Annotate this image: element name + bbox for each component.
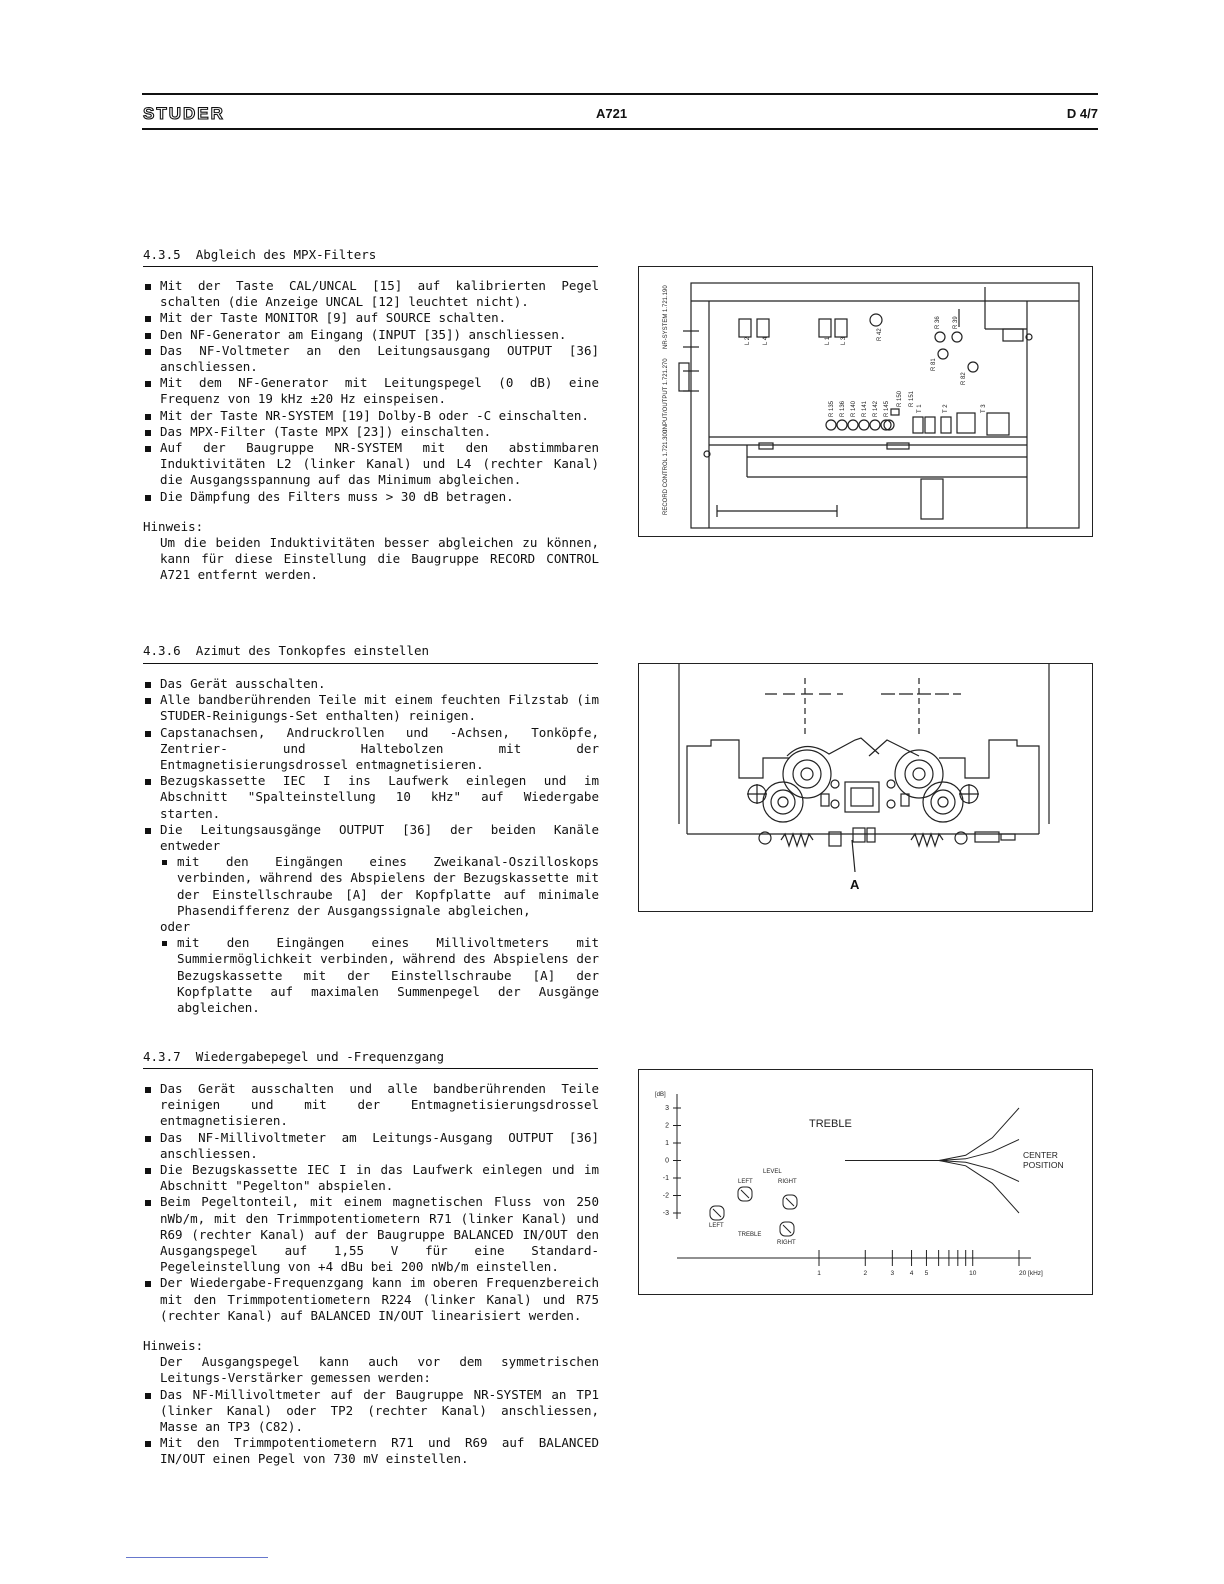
section-title-wiedergabe: 4.3.7 Wiedergabepegel und -Frequenzgang	[143, 1049, 445, 1064]
note-heading: Hinweis:	[143, 518, 204, 534]
series-line	[859, 1108, 1019, 1161]
label-testpoint: T 2	[943, 404, 949, 413]
bullet-list	[143, 278, 599, 505]
section-rule	[143, 1068, 598, 1069]
knob-icon-level-left-slot	[741, 1190, 749, 1198]
y-tick-label: 3	[665, 1105, 669, 1112]
sub-list-item: mit den Eingängen eines Zweikanal-Oszilloskops verbinden, während des Abspielens der Bezugskassette mit der Einstellschraube [A] der Kopfplatte auf minimale Phasendifferenz der Ausgangssignale abgleichen,	[160, 854, 599, 919]
mechanism-diagram	[639, 664, 1092, 911]
label-testpoint: T 1	[917, 404, 923, 413]
list-item: Alle bandberührenden Teile mit einem feuchten Filzstab (im STUDER-Reinigungs-Set enthalten) reinigen.	[143, 692, 599, 724]
figure-tape-mechanism	[638, 663, 1093, 912]
knob-label-right: RIGHT	[778, 1179, 797, 1185]
knob-label-level: LEVEL	[763, 1169, 782, 1175]
knob-label-left: LEFT	[738, 1179, 753, 1185]
label-resistor: R 150	[897, 390, 903, 407]
label-testpoint: T 3	[981, 404, 987, 413]
list-item: Mit den Trimmpotentiometern R71 und R69 auf BALANCED IN/OUT einen Pegel von 730 mV einstellen.	[143, 1435, 599, 1467]
label-inductor: L 4	[763, 336, 769, 345]
x-tick-label: 10	[969, 1270, 977, 1277]
list-item: Das Gerät ausschalten und alle bandberührenden Teile reinigen und mit der Entmagnetisierungsdrossel entmagnetisieren.	[143, 1081, 599, 1130]
chart-annotation-title: TREBLE	[809, 1118, 852, 1130]
list-item: Das NF-Voltmeter an den Leitungsausgang OUTPUT [36] anschliessen.	[143, 343, 599, 375]
note-text: Der Ausgangspegel kann auch vor dem symmetrischen Leitungs-Verstärker gemessen werden:	[160, 1354, 599, 1386]
label-resistor: R 82	[961, 372, 967, 385]
x-tick-label: 4	[909, 1270, 914, 1277]
list-item: Beim Pegeltonteil, mit einem magnetischen Fluss von 250 nWb/m, mit den Trimmpotentiometern R71 (linker Kanal) und R69 (rechter Kanal) auf der Baugruppe BALANCED IN/OUT den Ausgangspegel auf 1,55 V für eine Standard-Pegeleinstellung von +4 dBu bei 200 nWb/m einstellen.	[143, 1194, 599, 1275]
note-heading: Hinweis:	[143, 1338, 204, 1354]
list-item: Mit der Taste CAL/UNCAL [15] auf kalibrierten Pegel schalten (die Anzeige UNCAL [12] leuchtet nicht).	[143, 278, 599, 310]
footer-link-line	[126, 1557, 268, 1558]
list-item: Das MPX-Filter (Taste MPX [23]) einschalten.	[143, 424, 599, 440]
section-title-mpx: 4.3.5 Abgleich des MPX-Filters	[143, 247, 377, 262]
list-item	[143, 822, 599, 1016]
bullet-list	[143, 676, 599, 1016]
brand-logo: STUDER	[143, 104, 225, 123]
chart-annotation-position: POSITION	[1023, 1160, 1064, 1170]
list-item: Mit der Taste NR-SYSTEM [19] Dolby-B oder -C einschalten.	[143, 408, 599, 424]
label-record-control: RECORD CONTROL 1.721.300	[663, 429, 669, 515]
list-item: Die Dämpfung des Filters muss > 30 dB betragen.	[143, 489, 599, 505]
list-item-text: Die Leitungsausgänge OUTPUT [36] der beiden Kanäle entweder	[160, 821, 599, 854]
label-resistor: R 136	[840, 400, 846, 417]
x-tick-label: 2	[863, 1270, 868, 1277]
board-diagram	[639, 267, 1092, 536]
label-inductor: L 1	[825, 336, 831, 345]
list-item: Das Gerät ausschalten.	[143, 676, 599, 692]
label-resistor: R 151	[909, 390, 915, 407]
label-resistor: R 145	[884, 400, 890, 417]
x-tick-label: 1	[817, 1270, 821, 1277]
treble-chart	[639, 1070, 1092, 1294]
x-tick-label: 20 [kHz]	[1019, 1270, 1043, 1277]
section-body-mpx	[143, 278, 599, 584]
list-item: Mit der Taste MONITOR [9] auf SOURCE schalten.	[143, 310, 599, 326]
knob-label-treble: TREBLE	[738, 1232, 762, 1238]
sub-list-item: mit den Eingängen eines Millivoltmeters mit Summiermöglichkeit verbinden, während des Abspielens der Bezugskassette mit der Einstellschraube [A] der Kopfplatte auf maximalen Summenpegel der Ausgänge abgleichen.	[160, 935, 599, 1016]
adjust-screw-label: A	[850, 877, 860, 892]
section-body-azimut	[143, 676, 599, 1016]
label-resistor: R 39	[953, 316, 959, 329]
knob-label-left2: LEFT	[709, 1223, 724, 1229]
list-item: Das NF-Millivoltmeter am Leitungs-Ausgang OUTPUT [36] anschliessen.	[143, 1130, 599, 1162]
y-tick-label: 0	[665, 1157, 669, 1165]
label-resistor: R 140	[851, 400, 857, 417]
series-line	[859, 1161, 1019, 1214]
label-resistor: R 142	[873, 400, 879, 417]
label-resistor: R 141	[862, 400, 868, 417]
y-tick-label: 2	[665, 1122, 669, 1130]
alternative-word: oder	[160, 919, 191, 935]
chart-annotation-center: CENTER	[1023, 1150, 1058, 1160]
page-number: D 4/7	[1066, 106, 1098, 121]
list-item: Bezugskassette IEC I ins Laufwerk einlegen und im Abschnitt "Spalteinstellung 10 kHz" auf Wiedergabe starten.	[143, 773, 599, 822]
label-resistor: R 42	[877, 328, 883, 341]
header-rule-top	[142, 93, 1098, 95]
y-tick-label: -3	[662, 1210, 669, 1217]
list-item: Mit dem NF-Generator mit Leitungspegel (0 dB) eine Frequenz von 19 kHz ±20 Hz einspeisen.	[143, 375, 599, 407]
series-line	[859, 1140, 1019, 1161]
section-body-wiedergabe	[143, 1081, 599, 1468]
label-resistor: R 81	[931, 358, 937, 371]
knob-icon-treble-left-slot	[713, 1209, 721, 1217]
list-item: Die Bezugskassette IEC I in das Laufwerk einlegen und im Abschnitt "Pegelton" abspielen.	[143, 1162, 599, 1194]
note-bullet-list	[143, 1387, 599, 1468]
knob-icon-treble-right-slot	[783, 1225, 791, 1233]
y-tick-label: -2	[662, 1192, 669, 1200]
y-tick-label: -1	[662, 1175, 669, 1182]
list-item: Den NF-Generator am Eingang (INPUT [35]) anschliessen.	[143, 327, 599, 343]
label-resistor: R 36	[935, 316, 941, 329]
list-item: Der Wiedergabe-Frequenzgang kann im oberen Frequenzbereich mit den Trimmpotentiometern R224 (linker Kanal) und R75 (rechter Kanal) auf BALANCED IN/OUT linearisiert werden.	[143, 1275, 599, 1324]
header-rule-bottom	[142, 128, 1098, 130]
knob-label-right2: RIGHT	[777, 1240, 796, 1246]
knob-icon-level-right-slot	[786, 1198, 794, 1206]
section-rule	[143, 663, 598, 664]
y-tick-label: 1	[665, 1140, 669, 1147]
label-input-output: INPUT/OUTPUT 1.721.270	[663, 358, 669, 431]
series-line	[859, 1161, 1019, 1182]
model-number: A721	[596, 106, 628, 121]
label-inductor: L 3	[841, 336, 847, 345]
note-text: Um die beiden Induktivitäten besser abgleichen zu können, kann für diese Einstellung die Baugruppe RECORD CONTROL A721 entfernt werden.	[160, 535, 599, 583]
section-rule	[143, 266, 598, 267]
figure-board-layout	[638, 266, 1093, 537]
list-item: Das NF-Millivoltmeter auf der Baugruppe NR-SYSTEM an TP1 (linker Kanal) oder TP2 (rechter Kanal) anschliessen, Masse an TP3 (C82).	[143, 1387, 599, 1436]
label-inductor: L 2	[745, 336, 751, 345]
section-title-azimut: 4.3.6 Azimut des Tonkopfes einstellen	[143, 643, 429, 658]
list-item: Capstanachsen, Andruckrollen und -Achsen, Tonköpfe, Zentrier- und Haltebolzen mit der Entmagnetisierungsdrossel entmagnetisieren.	[143, 725, 599, 774]
x-tick-label: 3	[890, 1270, 895, 1277]
bullet-list	[143, 1081, 599, 1324]
figure-treble-chart	[638, 1069, 1093, 1295]
list-item: Auf der Baugruppe NR-SYSTEM mit den abstimmbaren Induktivitäten L2 (linker Kanal) und L4 (rechter Kanal) die Ausgangsspannung auf das Minimum abgleichen.	[143, 440, 599, 489]
y-axis-label: [dB]	[655, 1092, 666, 1098]
sub-list	[160, 854, 599, 919]
label-nr-system: NR-SYSTEM 1.721.190	[663, 285, 669, 349]
label-resistor: R 135	[829, 400, 835, 417]
x-tick-label: 5	[924, 1270, 929, 1277]
sub-list	[160, 935, 599, 1016]
